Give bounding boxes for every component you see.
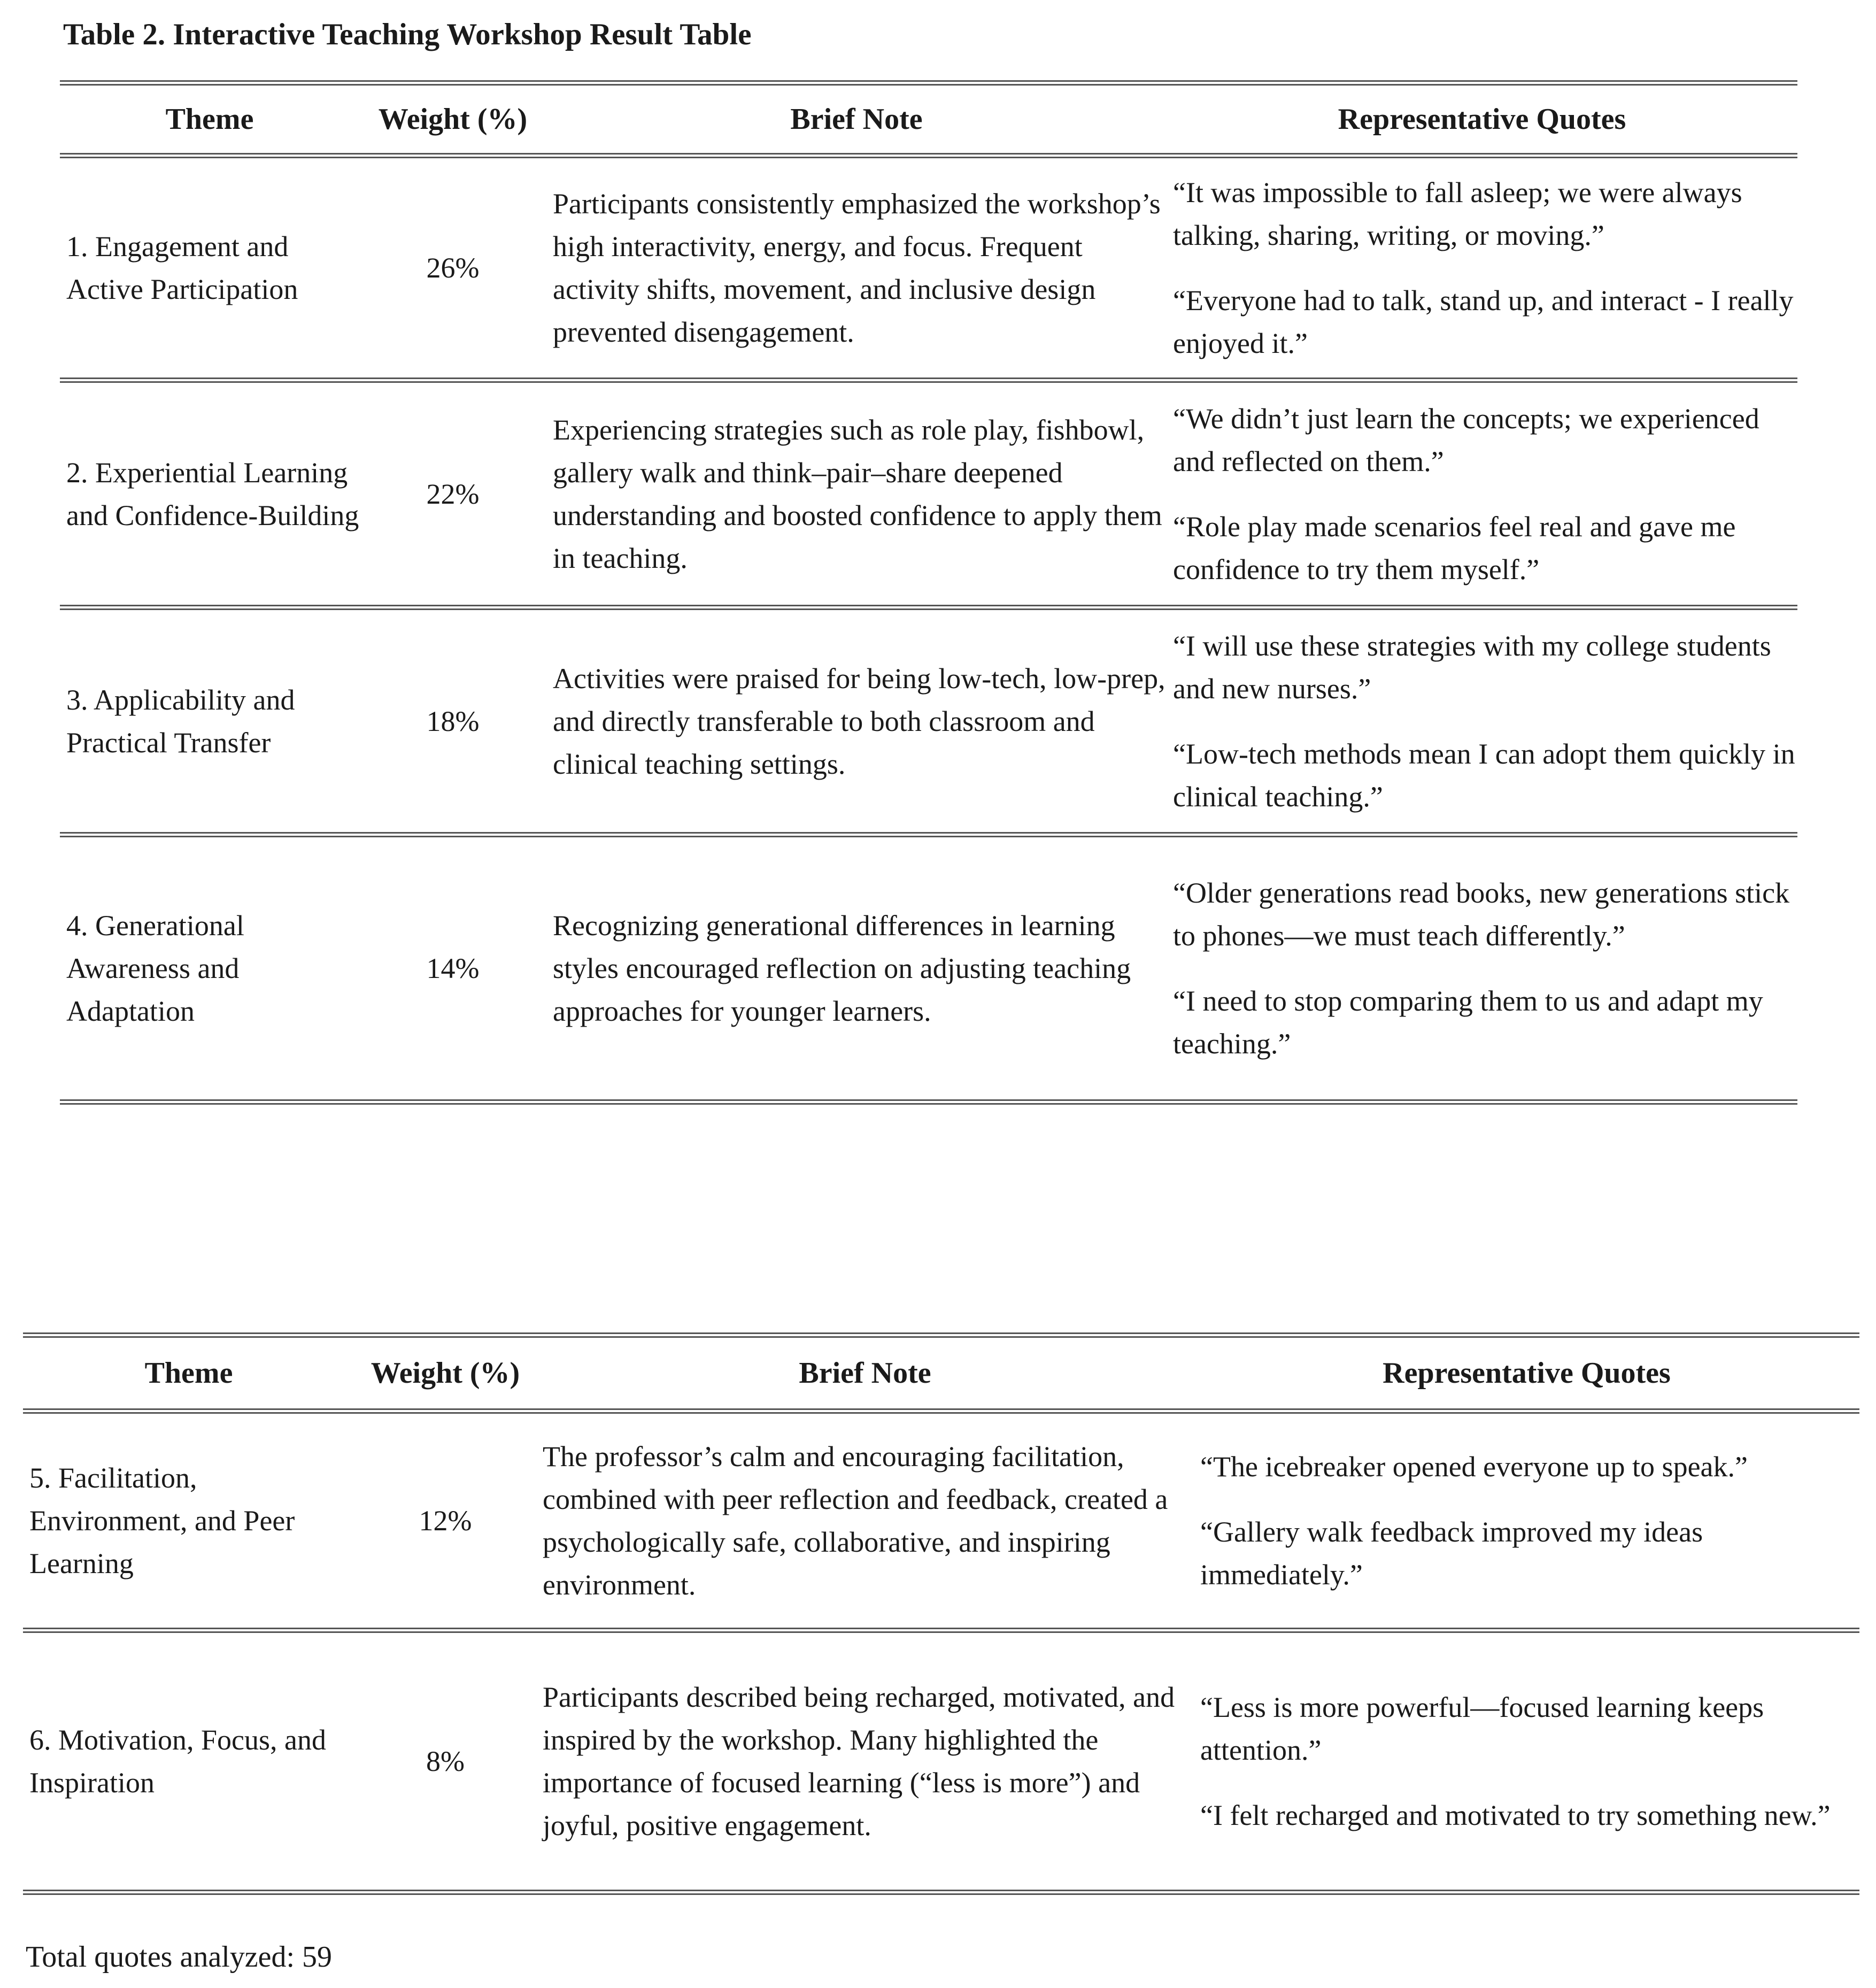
- header-weight: Weight (%): [354, 1335, 536, 1411]
- results-table-part-2: [23, 1332, 1859, 1895]
- weight-cell: 14%: [359, 835, 546, 1102]
- note-cell: Recognizing generational differences in learning styles encouraged reflection on adjusting teaching approaches for younger learners.: [546, 835, 1167, 1102]
- theme-cell: 5. Facilitation, Environment, and Peer Learning: [23, 1411, 354, 1630]
- note-cell: Participants consistently emphasized the workshop’s high interactivity, energy, and focus. Frequent activity shifts, movement, and inclusive design prevented disengagement.: [546, 156, 1167, 380]
- quotes-cell: [1167, 607, 1797, 835]
- header-row: [23, 1335, 1859, 1411]
- quote: “I need to stop comparing them to us and adapt my teaching.”: [1173, 985, 1763, 1060]
- weight-cell: 18%: [359, 607, 546, 835]
- header-theme: Theme: [23, 1335, 354, 1411]
- header-weight: Weight (%): [359, 83, 546, 156]
- note-cell: Experiencing strategies such as role play, fishbowl, gallery walk and think–pair–share deepened understanding and boosted confidence to apply them in teaching.: [546, 380, 1167, 607]
- theme-cell: 2. Experiential Learning and Confidence-Building: [60, 380, 359, 607]
- results-table-part-1: [60, 80, 1797, 1105]
- quote: “I felt recharged and motivated to try something new.”: [1200, 1799, 1831, 1831]
- header-quotes: Representative Quotes: [1167, 83, 1797, 156]
- quote: “The icebreaker opened everyone up to speak.”: [1200, 1451, 1748, 1483]
- header-note: Brief Note: [546, 83, 1167, 156]
- theme-cell: 6. Motivation, Focus, and Inspiration: [23, 1630, 354, 1892]
- quotes-cell: [1167, 156, 1797, 380]
- table-row: [23, 1411, 1859, 1630]
- theme-cell: 1. Engagement and Active Participation: [60, 156, 359, 380]
- quote: “Older generations read books, new generations stick to phones—we must teach differently.”: [1173, 877, 1790, 952]
- weight-cell: 8%: [354, 1630, 536, 1892]
- note-cell: The professor’s calm and encouraging facilitation, combined with peer reflection and feedback, created a psychologically safe, collaborative, and inspiring environment.: [536, 1411, 1194, 1630]
- header-quotes: Representative Quotes: [1194, 1335, 1859, 1411]
- table-row: [60, 835, 1797, 1102]
- quote: “We didn’t just learn the concepts; we experienced and reflected on them.”: [1173, 402, 1759, 477]
- table-row: [23, 1630, 1859, 1892]
- note-cell: Participants described being recharged, motivated, and inspired by the workshop. Many highlighted the importance of focused learning (“less is more”) and joyful, positive engagement.: [536, 1630, 1194, 1892]
- weight-cell: 26%: [359, 156, 546, 380]
- quotes-cell: [1194, 1411, 1859, 1630]
- weight-cell: 22%: [359, 380, 546, 607]
- header-row: [60, 83, 1797, 156]
- quote: “Role play made scenarios feel real and gave me confidence to try them myself.”: [1173, 510, 1736, 585]
- quote: “Less is more powerful—focused learning keeps attention.”: [1200, 1691, 1764, 1766]
- table-row: [60, 380, 1797, 607]
- theme-cell: 4. Generational Awareness and Adaptation: [60, 835, 359, 1102]
- quote: “It was impossible to fall asleep; we were always talking, sharing, writing, or moving.”: [1173, 176, 1742, 251]
- total-quotes-note: Total quotes analyzed: 59: [26, 1940, 333, 1974]
- quote: “Low-tech methods mean I can adopt them quickly in clinical teaching.”: [1173, 737, 1795, 813]
- quote: “Gallery walk feedback improved my ideas immediately.”: [1200, 1516, 1703, 1591]
- header-note: Brief Note: [536, 1335, 1194, 1411]
- quotes-cell: [1167, 835, 1797, 1102]
- table-row: [60, 607, 1797, 835]
- quotes-cell: [1167, 380, 1797, 607]
- note-cell: Activities were praised for being low-tech, low-prep, and directly transferable to both classroom and clinical teaching settings.: [546, 607, 1167, 835]
- theme-cell: 3. Applicability and Practical Transfer: [60, 607, 359, 835]
- table-row: [60, 156, 1797, 380]
- quote: “I will use these strategies with my college students and new nurses.”: [1173, 629, 1771, 705]
- header-theme: Theme: [60, 83, 359, 156]
- quotes-cell: [1194, 1630, 1859, 1892]
- quote: “Everyone had to talk, stand up, and interact - I really enjoyed it.”: [1173, 284, 1794, 359]
- weight-cell: 12%: [354, 1411, 536, 1630]
- table-caption: Table 2. Interactive Teaching Workshop Result Table: [63, 18, 752, 51]
